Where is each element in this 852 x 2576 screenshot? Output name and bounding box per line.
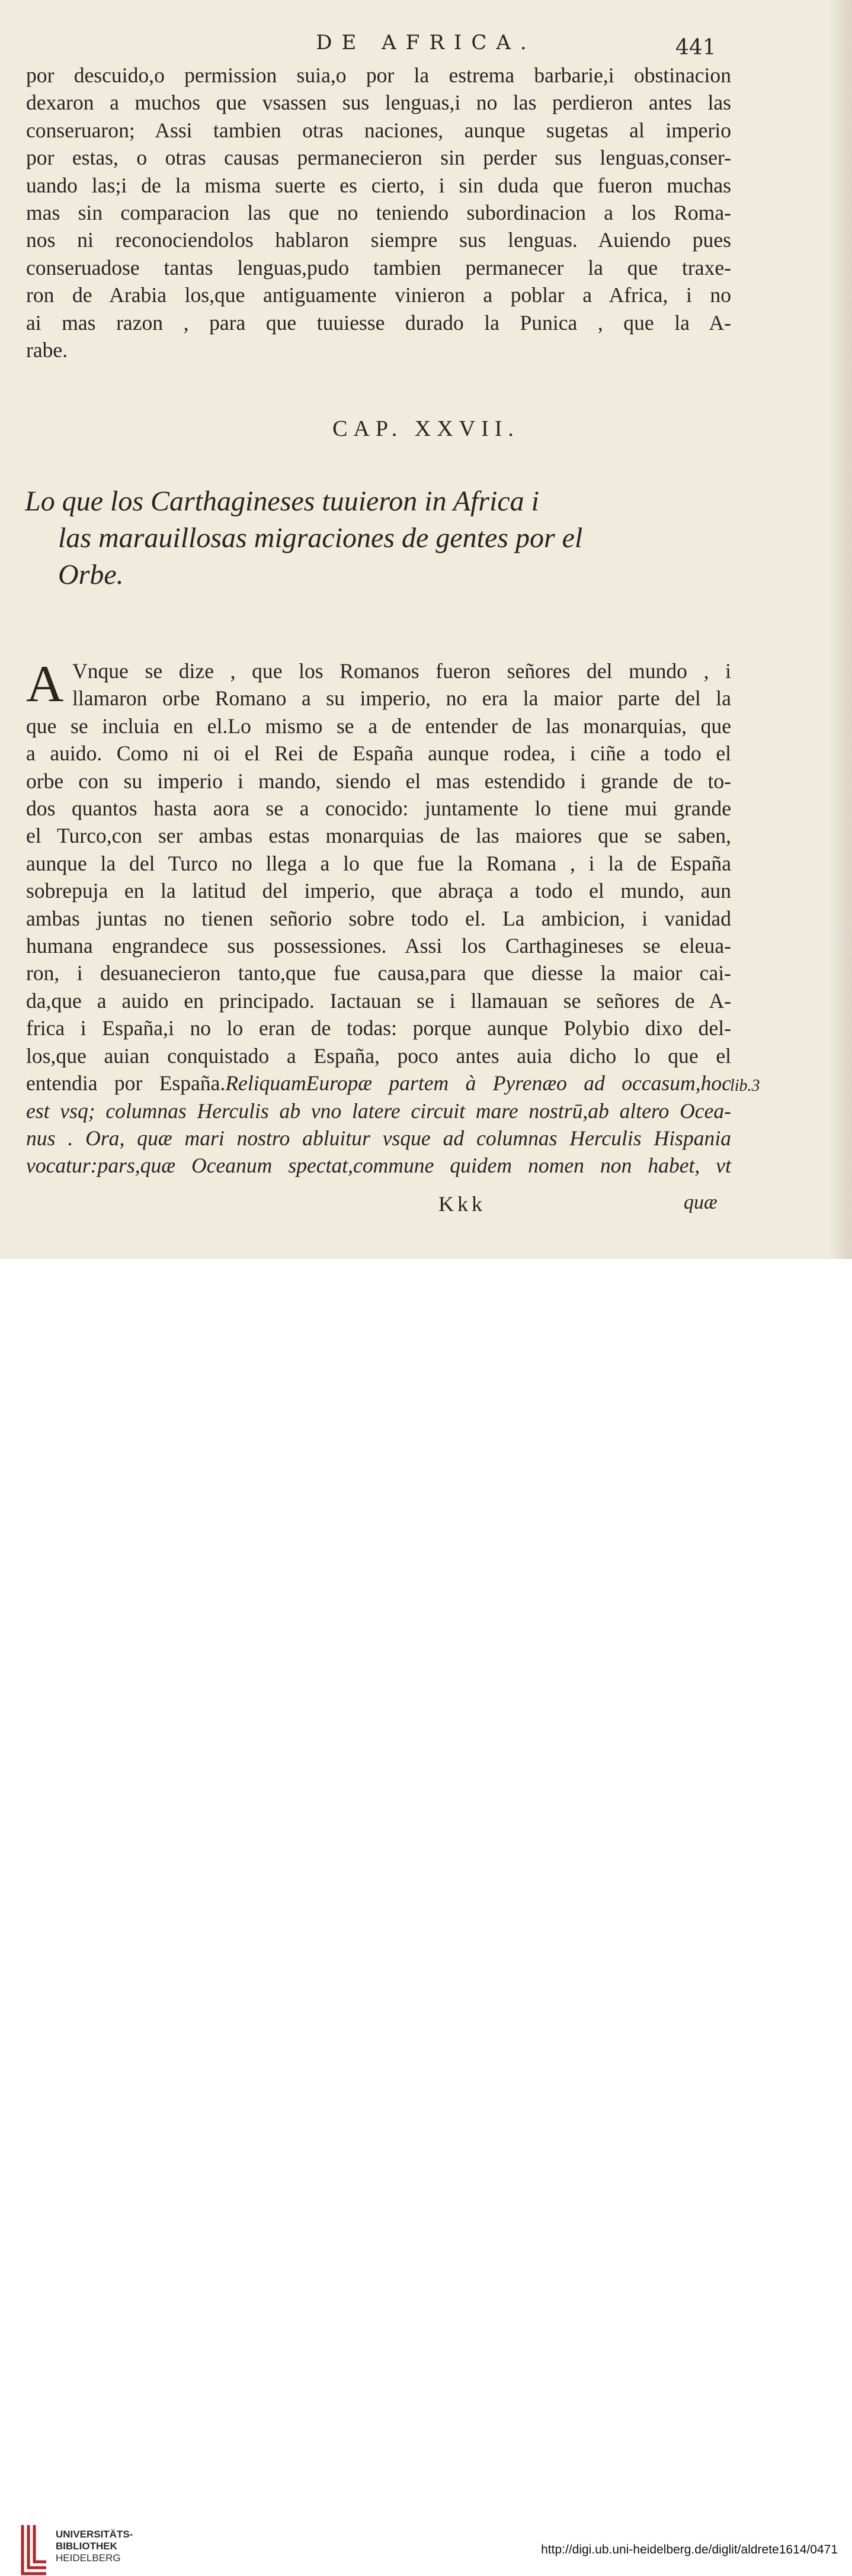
text-line: sobrepuja en la latitud del imperio, que abraça a todo el mundo, aun (26, 879, 731, 903)
chapter-number: CAP. XXVII. (332, 416, 520, 441)
text-line: uando las;i de la misma suerte es cierto, i sin duda que fueron muchas (26, 173, 731, 197)
text-line: orbe con su imperio i mando, siendo el mas estendido i grande de to- (26, 769, 731, 793)
library-name (56, 2529, 133, 2564)
library-line: UNIVERSITÄTS- (56, 2529, 133, 2540)
text-line: ai mas razon , para que tuuiesse durado la Punica , que la A- (26, 310, 731, 335)
text-line: que se incluia en el.Lo mismo se a de entender de las monarquias, que (26, 714, 731, 738)
source-url-link[interactable]: http://digi.ub.uni-heidelberg.de/diglit/aldrete1614/0471 (541, 2543, 838, 2556)
text-line: da,que a auido en principado. Iactauan se i llamauan se señores de A- (26, 988, 731, 1013)
running-head: DE AFRICA. (316, 31, 536, 54)
text-line: rabe. (26, 338, 68, 362)
library-line: HEIDELBERG (56, 2552, 121, 2564)
latin-line: est vsq; columnas Herculis ab vno latere circuit mare nostrū,ab altero Ocea- (26, 1099, 731, 1123)
text-line (26, 1069, 731, 1097)
text-line: por descuido,o permission suia,o por la estrema barbarie,i obstinacion (26, 63, 731, 87)
text-line: llamaron orbe Romano a su imperio, no era la maior parte del la (72, 686, 731, 711)
library-line: BIBLIOTHEK (56, 2540, 117, 2552)
text-line: ron de Arabia los,que antiguamente vinieron a poblar a Africa, i no (26, 283, 731, 307)
text-line: ambas juntas no tienen señorio sobre todo el. La ambicion, i vanidad (26, 906, 731, 930)
text-line: aunque la del Turco no llega a lo que fue la Romana , i la de España (26, 851, 731, 875)
latin-quote: ReliquamEuropæ partem à Pyrenæo ad occasum,hoc (225, 1071, 731, 1096)
text-line: ron, i desuanecieron tanto,que fue causa,para que diesse la maior cai- (26, 961, 731, 985)
paragraph-2 (26, 657, 731, 1180)
latin-line: nus . Ora, quæ mari nostro abluitur vsque ad columnas Herculis Hispania (26, 1126, 731, 1150)
text-line: nos ni reconociendolos hablaron siempre sus lenguas. Auiendo pues (26, 228, 731, 252)
text-line: el Turco,con ser ambas estas monarquias de las maiores que se saben, (26, 824, 731, 848)
text-line: por estas, o otras causas permanecieron sin perder sus lenguas,conser- (26, 146, 731, 170)
university-logo-icon (20, 2523, 49, 2576)
text-line: los,que auian conquistado a España, poco antes auia dicho lo que el (26, 1043, 731, 1068)
text-line: dos quantos hasta aora se a conocido: juntamente lo tiene mui grande (26, 796, 731, 821)
text-roman: entendia por España. (26, 1071, 226, 1096)
text-line: mas sin comparacion las que no teniendo subordinacion a los Roma- (26, 201, 731, 225)
text-line: conseruadose tantas lenguas,pudo tambien permanecer la que traxe- (26, 255, 731, 280)
book-page (0, 0, 852, 1259)
chapter-heading (25, 483, 724, 593)
paragraph-1 (26, 62, 731, 364)
text-line: humana engrandece sus possessiones. Assi los Carthagineses se eleua- (26, 934, 731, 958)
drop-cap: A (26, 656, 64, 713)
text-line: conseruaron; Assi tambien otras naciones, aunque sugetas al imperio (26, 118, 731, 142)
text-line: frica i España,i no lo eran de todas: porque aunque Polybio dixo del- (26, 1016, 731, 1040)
text-line: dexaron a muchos que vsassen sus lenguas,i no las perdieron antes las (26, 91, 731, 115)
text-line: Vnque se dize , que los Romanos fueron señores del mundo , i (72, 659, 731, 683)
page-number: 441 (675, 36, 716, 60)
text-line: a auido. Como ni oi el Rei de España aunque rodea, i ciñe a todo el (26, 741, 731, 766)
signature-mark: Kkk (438, 1192, 486, 1216)
heading-line: Lo que los Carthagineses tuuieron in Africa i (25, 486, 540, 517)
latin-line: vocatur:pars,quæ Oceanum spectat,commune quidem nomen non habet, vt (26, 1154, 731, 1178)
footer-bar (0, 1259, 852, 2564)
heading-line: Orbe. (58, 559, 124, 590)
heading-line: las marauillosas migraciones de gentes por el (58, 522, 583, 554)
margin-note: lib.3 (730, 1077, 760, 1095)
catchword: quæ (684, 1191, 718, 1213)
